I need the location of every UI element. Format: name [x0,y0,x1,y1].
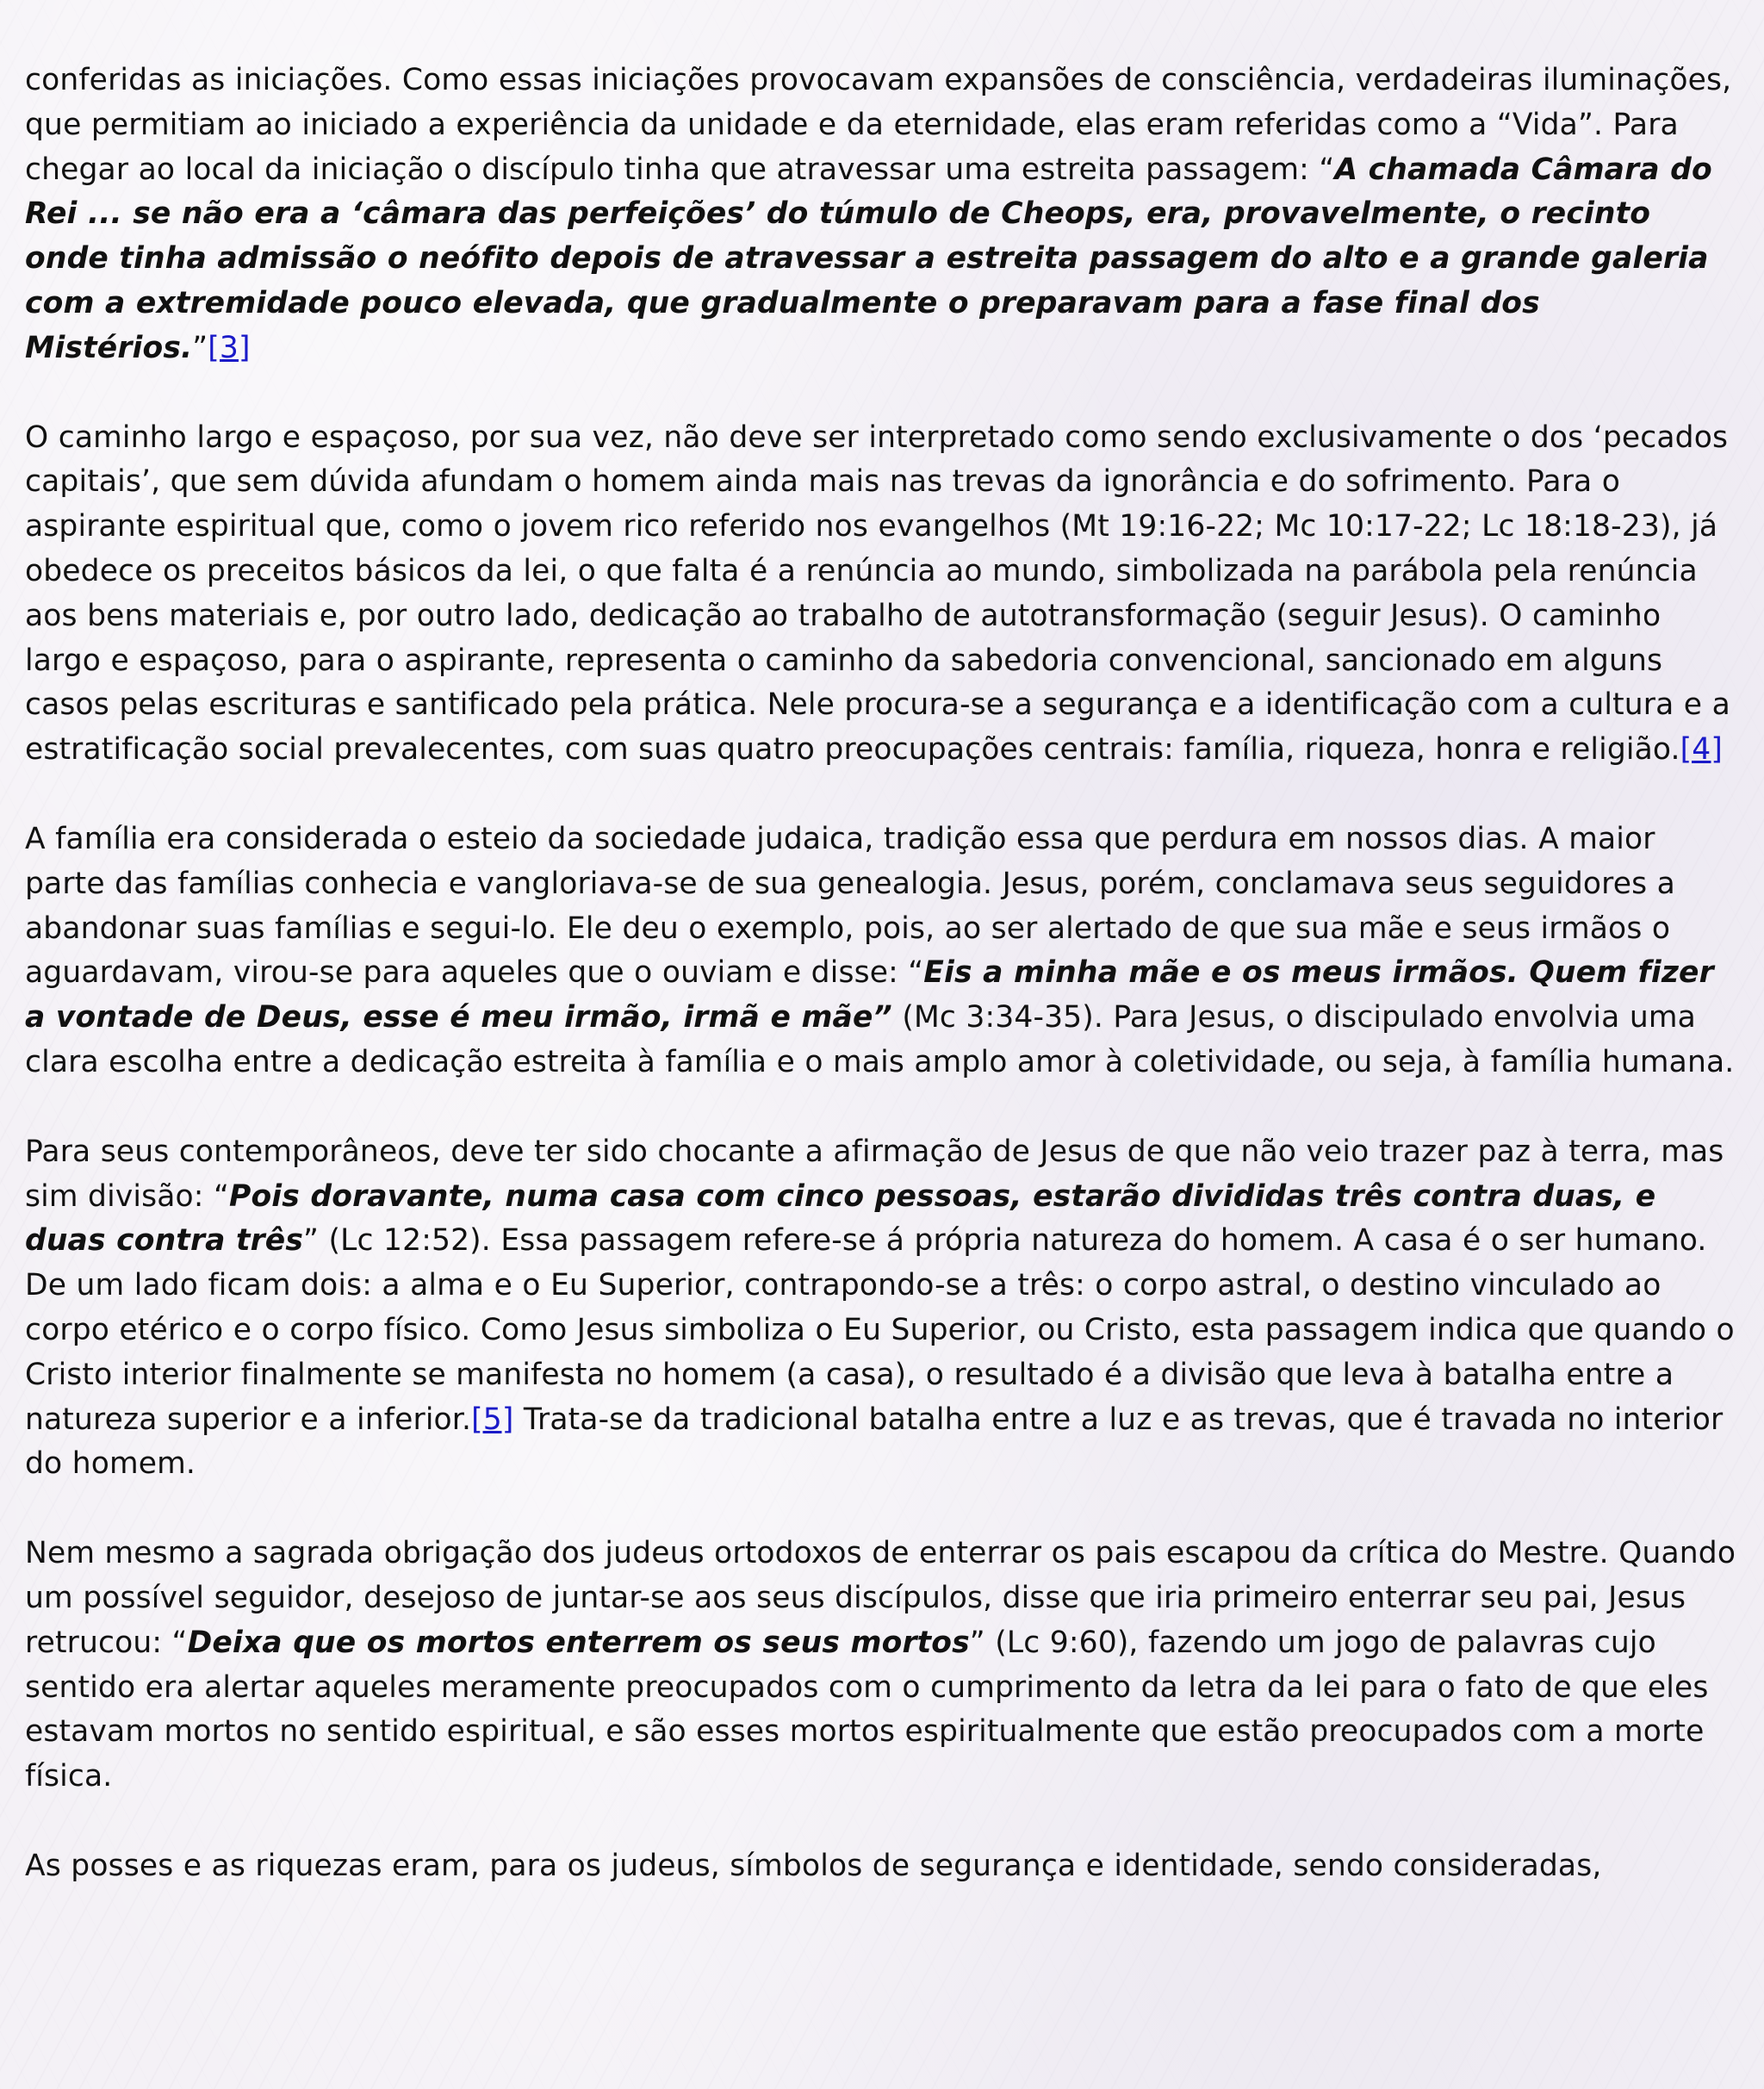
paragraph-bury-dead [25,1532,1739,1800]
paragraph-division [25,1130,1739,1487]
paragraph-initiation [25,59,1739,371]
footnote-link-3[interactable]: [3] [208,330,251,365]
paragraph-family [25,818,1739,1085]
paragraph-text: ” (Lc 12:52). Essa passagem refere-se á própria natureza do homem. A casa é o ser humano. De um lado ficam dois: a alma e o Eu Superior, contrapondo-se a três: o corpo astral, o destino vinculado ao corpo etérico e o corpo físico. Como Jesus simboliza o Eu Superior, ou Cristo, esta passagem indica que quando o Cristo interior finalmente se manifesta no homem (a casa), o resultado é a divisão que leva à batalha entre a natureza superior e a inferior. [25,1223,1735,1437]
paragraph-text: As posses e as riquezas eram, para os judeus, símbolos de segurança e identidade, sendo consideradas, [25,1848,1602,1883]
paragraph-text: Trata-se da tradicional batalha entre a luz e as trevas, que é travada no interior do homem. [25,1402,1724,1482]
document-body [25,59,1739,1934]
paragraph-text: (Mc 3:34-35). Para Jesus, o discipulado envolvia uma clara escolha entre a dedicação estreita à família e o mais amplo amor à coletividade, ou seja, à família humana. [25,1000,1735,1079]
paragraph-broad-path [25,416,1739,773]
quote-house-divided: Pois doravante, numa casa com cinco pessoas, estarão divididas três contra duas, e duas contra três [25,1178,1656,1259]
paragraph-text: ” (Lc 9:60), fazendo um jogo de palavras cujo sentido era alertar aqueles meramente preocupados com o cumprimento da letra da lei para o fato de que eles estavam mortos no sentido espiritual, e são esses mortos espiritualmente que estão preocupados com a morte física. [25,1625,1709,1794]
paragraph-text: A família era considerada o esteio da sociedade judaica, tradição essa que perdura em nossos dias. A maior parte das famílias conhecia e vangloriava-se de sua genealogia. Jesus, porém, conclamava seus seguidores a abandonar suas famílias e segui-lo. Ele deu o exemplo, pois, ao ser alertado de que sua mãe e seus irmãos o aguardavam, virou-se para aqueles que o ouviam e disse: “ [25,821,1675,991]
paragraph-text: Para seus contemporâneos, deve ter sido chocante a afirmação de Jesus de que não veio trazer paz à terra, mas sim divisão: “ [25,1134,1724,1214]
paragraph-possessions [25,1844,1739,1889]
footnote-link-5[interactable]: [5] [471,1402,514,1437]
paragraph-text: conferidas as iniciações. Como essas iniciações provocavam expansões de consciência, verdadeiras iluminações, que permitiam ao iniciado a experiência da unidade e da eternidade, elas eram referidas como a “Vida”. Para chegar ao local da iniciação o discípulo tinha que atravessar uma estreita passagem: “ [25,63,1732,187]
quote-kings-chamber: A chamada Câmara do Rei ... se não era a ‘câmara das perfeições’ do túmulo de Cheops, era, provavelmente, o recinto onde tinha admissão o neófito depois de atravessar a estreita passagem do alto e a grande galeria com a extremidade pouco elevada, que gradualmente o preparavam para a fase final dos Mistérios. [25,152,1712,365]
paragraph-text: Nem mesmo a sagrada obrigação dos judeus ortodoxos de enterrar os pais escapou da crítica do Mestre. Quando um possível seguidor, desejoso de juntar-se aos seus discípulos, disse que iria primeiro enterrar seu pai, Jesus retrucou: “ [25,1536,1736,1660]
footnote-link-4[interactable]: [4] [1680,732,1723,768]
paragraph-text: ” [192,330,208,365]
quote-let-dead-bury: Deixa que os mortos enterrem os seus mortos [187,1625,970,1660]
quote-mother-brothers: Eis a minha mãe e os meus irmãos. Quem fizer a vontade de Deus, esse é meu irmão, irmã e mãe” [25,955,1714,1035]
paragraph-text: O caminho largo e espaçoso, por sua vez, não deve ser interpretado como sendo exclusivamente o dos ‘pecados capitais’, que sem dúvida afundam o homem ainda mais nas trevas da ignorância e do sofrimento. Para o aspirante espiritual que, como o jovem rico referido nos evangelhos (Mt 19:16-22; Mc 10:17-22; Lc 18:18-23), já obedece os preceitos básicos da lei, o que falta é a renúncia ao mundo, simbolizada na parábola pela renúncia aos bens materiais e, por outro lado, dedicação ao trabalho de autotransformação (seguir Jesus). O caminho largo e espaçoso, para o aspirante, representa o caminho da sabedoria convencional, sancionado em alguns casos pelas escrituras e santificado pela prática. Nele procura-se a segurança e a identificação com a cultura e a estratificação social prevalecentes, com suas quatro preocupações centrais: família, riqueza, honra e religião. [25,420,1730,768]
